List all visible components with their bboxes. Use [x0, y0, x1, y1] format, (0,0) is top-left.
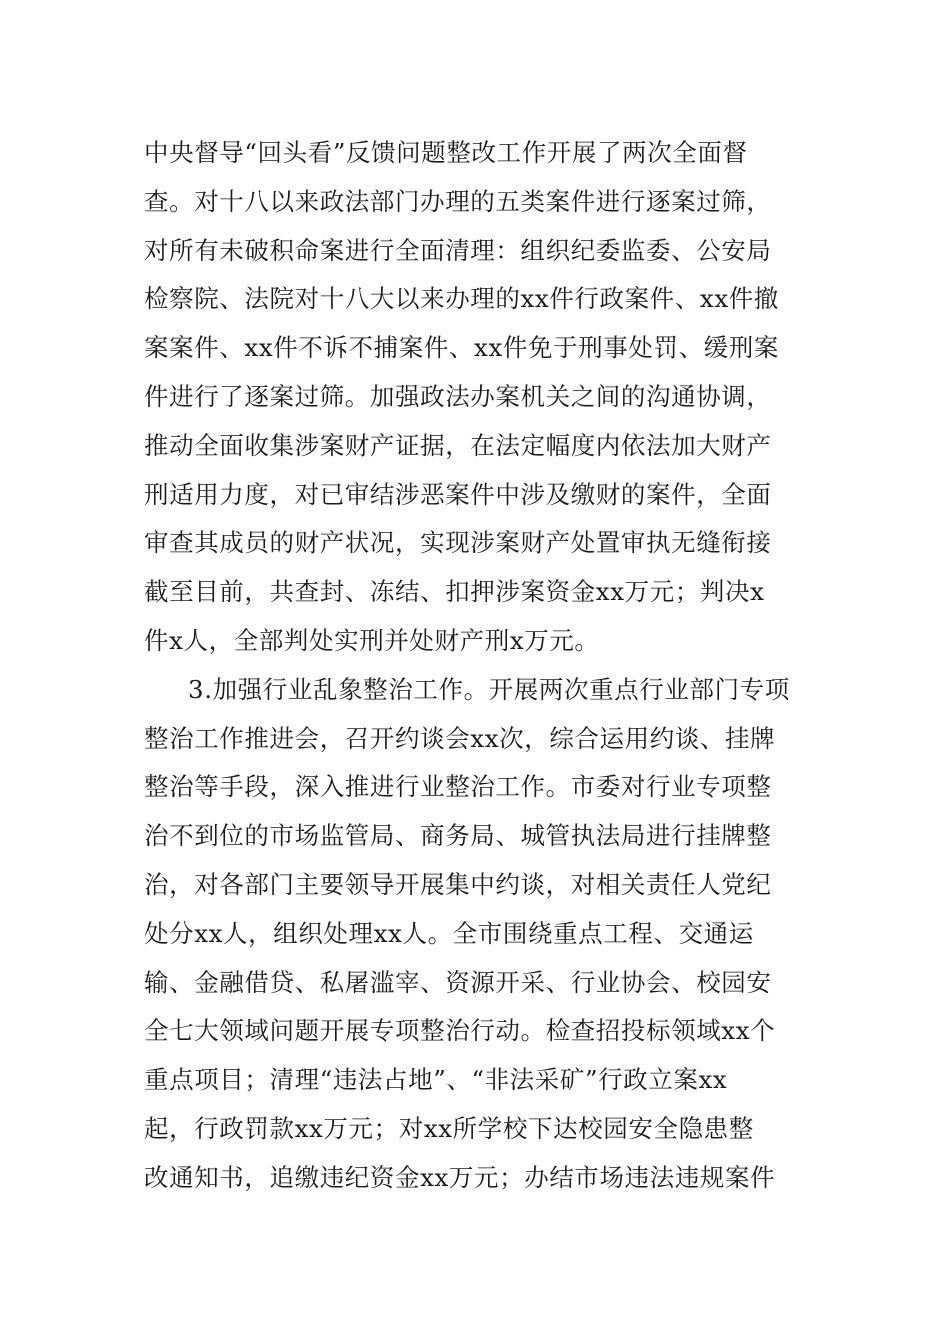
text-line: 件进行了逐案过筛。加强政法办案机关之间的沟通协调，: [144, 381, 772, 411]
paragraph-1: [144, 129, 812, 666]
text-line: 整治等手段，深入推进行业整治工作。市委对行业专项整: [144, 772, 772, 802]
text-line: 治，对各部门主要领导开展集中约谈，对相关责任人党纪: [144, 869, 772, 899]
text-line: 中央督导“回头看”反馈问题整改工作开展了两次全面督: [144, 138, 748, 167]
text-line: 件x人，全部判处实刑并处财产刑x万元。: [144, 625, 600, 655]
text-line: 审查其成员的财产状况，实现涉案财产处置审执无缝衔接: [144, 528, 772, 558]
text-line: 处分xx人，组织处理xx人。全市围绕重点工程、交通运: [144, 918, 754, 948]
text-line: 重点项目；清理“违法占地”、“非法采矿”行政立案xx: [144, 1065, 728, 1095]
text-line: 推动全面收集涉案财产证据，在法定幅度内依法加大财产: [144, 430, 772, 460]
text-line: 对所有未破积命案进行全面清理：组织纪委监委、公安局: [144, 235, 772, 265]
text-line: 3.加强行业乱象整治工作。开展两次重点行业部门专项: [188, 674, 790, 704]
text-line: 治不到位的市场监管局、商务局、城管执法局进行挂牌整: [144, 821, 772, 851]
text-line: 全七大领域问题开展专项整治行动。检查招投标领域xx个: [144, 1016, 776, 1046]
text-line: 改通知书，追缴违纪资金xx万元；办结市场违法违规案件: [144, 1162, 776, 1192]
text-line: 查。对十八以来政法部门办理的五类案件进行逐案过筛，: [144, 186, 772, 216]
text-line: 案案件、xx件不诉不捕案件、xx件免于刑事处罚、缓刑案: [144, 333, 779, 363]
text-line: 起，行政罚款xx万元；对xx所学校下达校园安全隐患整: [144, 1113, 754, 1143]
text-line: 整治工作推进会，召开约谈会xx次，综合运用约谈、挂牌: [144, 723, 776, 753]
text-line: 截至目前，共查封、冻结、扣押涉案资金xx万元；判决x: [144, 577, 765, 607]
text-line: 检察院、法院对十八大以来办理的xx件行政案件、xx件撤: [144, 284, 779, 314]
paragraph-2: [144, 666, 812, 1203]
text-line: 刑适用力度，对已审结涉恶案件中涉及缴财的案件，全面: [144, 479, 772, 509]
body-text: [144, 129, 812, 1203]
text-line: 输、金融借贷、私屠滥宰、资源开采、行业协会、校园安: [144, 967, 772, 997]
